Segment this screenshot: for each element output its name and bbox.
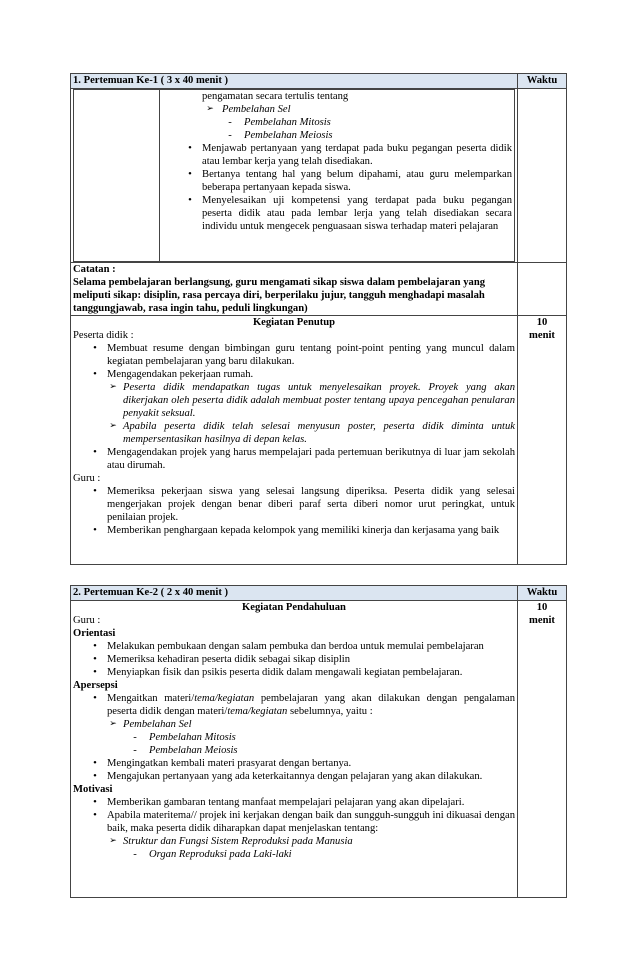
- list-item: [73, 848, 515, 861]
- list-item: [73, 692, 515, 718]
- list-item: [73, 731, 515, 744]
- list-item-text: Pembelahan Sel: [123, 719, 192, 730]
- text-part: Mengaitkan materi/: [107, 693, 195, 704]
- bullet-icon: •: [93, 771, 97, 782]
- dash-bullet-icon: -: [133, 849, 137, 860]
- inner-bullet: [160, 168, 512, 194]
- orientasi-heading: Orientasi: [73, 628, 116, 639]
- dash-bullet-icon: -: [228, 117, 232, 128]
- list-item: [73, 381, 515, 420]
- list-item: [73, 718, 515, 731]
- bullet-icon: •: [93, 343, 97, 354]
- list-item: [73, 342, 515, 368]
- inner-left-empty: [74, 90, 160, 262]
- bullet-icon: •: [93, 667, 97, 678]
- inner-subtopic: [160, 129, 512, 142]
- waktu-unit: menit: [529, 615, 555, 626]
- list-item: [73, 666, 515, 679]
- motivasi-heading: Motivasi: [73, 784, 113, 795]
- pendahuluan-title: Kegiatan Pendahuluan: [242, 602, 346, 613]
- inner-table: [73, 89, 515, 262]
- table-pertemuan-1: [70, 73, 567, 565]
- inner-subtopic-text: Pembelahan Mitosis: [244, 117, 331, 128]
- inner-bullet-text: Bertanya tentang hal yang belum dipahami, atau guru melemparkan beberapa pertanyaan kepada siswa.: [202, 169, 512, 193]
- text-part-italic: tema/kegiatan: [227, 706, 288, 717]
- table-1-header: 1. Pertemuan Ke-1 ( 3 x 40 menit ): [71, 74, 518, 89]
- list-item: [73, 835, 515, 848]
- waktu-value: 10: [536, 317, 548, 328]
- arrow-bullet-icon: ➢: [109, 382, 117, 392]
- list-item: [73, 796, 515, 809]
- waktu-header: Waktu: [518, 74, 567, 89]
- list-item: [73, 368, 515, 381]
- arrow-bullet-icon: ➢: [109, 421, 117, 431]
- list-item-text: Menyiapkan fisik dan psikis peserta didik dalam mengawali kegiatan pembelajaran.: [107, 667, 463, 678]
- list-item: [73, 485, 515, 524]
- waktu-value: 10: [536, 602, 548, 613]
- list-item: [73, 770, 515, 783]
- list-item-text: Apabila peserta didik telah selesai menyusun poster, peserta didik diminta untuk mempersentasikan hasilnya di depan kelas.: [123, 421, 515, 445]
- catatan-cell: [71, 263, 518, 316]
- list-item: [73, 446, 515, 472]
- list-item-text: Organ Reproduksi pada Laki-laki: [149, 849, 292, 860]
- dash-bullet-icon: -: [133, 732, 137, 743]
- waktu-empty: [518, 89, 567, 263]
- guru-label: Guru :: [73, 615, 101, 626]
- bullet-icon: •: [93, 810, 97, 821]
- inner-content: [160, 90, 515, 262]
- arrow-bullet-icon: ➢: [206, 104, 214, 114]
- list-item: [73, 653, 515, 666]
- inner-topic-text: Pembelahan Sel: [222, 104, 291, 115]
- catatan-text: Selama pembelajaran berlangsung, guru mengamati sikap siswa dalam pembelajaran yang meliputi sikap: disiplin, rasa percaya diri, berperilaku jujur, tangguh menghadapi masalah tanggungjawab, rasa ingin tahu, peduli lingkungan): [73, 277, 486, 314]
- dash-bullet-icon: -: [133, 745, 137, 756]
- list-item-text: Pembelahan Meiosis: [149, 745, 238, 756]
- bullet-icon: •: [93, 797, 97, 808]
- bullet-icon: •: [93, 641, 97, 652]
- bullet-icon: •: [93, 654, 97, 665]
- text-part-italic: tema/kegiatan: [194, 693, 255, 704]
- list-item: [73, 640, 515, 653]
- list-item-text: Memberikan penghargaan kepada kelompok yang memiliki kinerja dan kerjasama yang baik: [107, 525, 500, 536]
- arrow-bullet-icon: ➢: [109, 836, 117, 846]
- list-item-text: Mengagendakan pekerjaan rumah.: [107, 369, 254, 380]
- penutup-title: Kegiatan Penutup: [252, 317, 336, 328]
- list-item-text: Memberikan gambaran tentang manfaat mempelajari pelajaran yang akan dipelajari.: [107, 797, 465, 808]
- list-item: [73, 524, 515, 537]
- bullet-icon: •: [93, 525, 97, 536]
- peserta-label: Peserta didik :: [73, 330, 134, 341]
- pendahuluan-cell: [71, 601, 518, 898]
- bullet-icon: •: [188, 143, 192, 154]
- list-item: [73, 757, 515, 770]
- bullet-icon: •: [93, 758, 97, 769]
- inner-intro: pengamatan secara tertulis tentang: [202, 91, 349, 102]
- list-item-text: Pembelahan Mitosis: [149, 732, 236, 743]
- list-item-text: Apabila materitema// projek ini kerjakan dengan baik dan sungguh-sungguh ini dikuasai dengan baik, maka peserta didik diharapkan dapat menjelaskan tentang:: [107, 810, 515, 834]
- inner-bullet: [160, 194, 512, 233]
- text-part: sebelumnya, yaitu :: [287, 706, 373, 717]
- text-part: pembelajaran yang akan dilakukan dengan pengalaman peserta didik dengan materi/: [107, 693, 515, 717]
- inner-bullet-text: Menyelesaikan uji kompetensi yang terdapat pada buku pegangan peserta didik atau pada lembar lerja yang telah disediakan secara individu untuk mengecek penguasaan siswa terhadap materi pelajaran: [202, 195, 512, 232]
- list-item: [73, 809, 515, 835]
- arrow-bullet-icon: ➢: [109, 719, 117, 729]
- list-item-text: Memeriksa kehadiran peserta didik sebagai sikap disiplin: [107, 654, 350, 665]
- inner-bullet: [160, 142, 512, 168]
- waktu-unit: menit: [529, 330, 555, 341]
- pendahuluan-waktu: [518, 601, 567, 898]
- list-item-text: Struktur dan Fungsi Sistem Reproduksi pada Manusia: [123, 836, 353, 847]
- bullet-icon: •: [188, 195, 192, 206]
- table-pertemuan-2: [70, 585, 567, 898]
- list-item-text: Mengingatkan kembali materi prasyarat dengan bertanya.: [107, 758, 352, 769]
- list-item: [73, 744, 515, 757]
- list-item: [73, 420, 515, 446]
- bullet-icon: •: [93, 693, 97, 704]
- list-item-text: Peserta didik mendapatkan tugas untuk menyelesaikan proyek. Proyek yang akan dikerjakan oleh peserta didik adalah membuat poster tentang upaya pencegahan penularan penyakit seksual.: [123, 382, 515, 419]
- inner-bullet-text: Menjawab pertanyaan yang terdapat pada buku pegangan peserta didik atau lembar kerja yang telah disediakan.: [202, 143, 512, 167]
- guru-label: Guru :: [73, 473, 101, 484]
- table-2-header: 2. Pertemuan Ke-2 ( 2 x 40 menit ): [71, 586, 518, 601]
- inner-topic: [160, 103, 512, 116]
- list-item-text: Membuat resume dengan bimbingan guru tentang point-point penting yang muncul dalam kegiatan pembelajaran yang baru dilakukan.: [107, 343, 515, 367]
- list-item-text: Memeriksa pekerjaan siswa yang selesai langsung diperiksa. Peserta didik yang selesai mengerjakan projek dengan benar diberi paraf serta diberi nomor urut peringkat, untuk penilaian projek.: [107, 486, 515, 523]
- list-item-text: Melakukan pembukaan dengan salam pembuka dan berdoa untuk memulai pembelajaran: [107, 641, 484, 652]
- waktu-header: Waktu: [518, 586, 567, 601]
- bullet-icon: •: [93, 369, 97, 380]
- list-item-text: Mengagendakan projek yang harus mempelajari pada pertemuan berikutnya di luar jam sekolah atau dirumah.: [107, 447, 515, 471]
- inner-subtopic: [160, 116, 512, 129]
- dash-bullet-icon: -: [228, 130, 232, 141]
- penutup-waktu: [518, 316, 567, 565]
- list-item-text: Mengajukan pertanyaan yang ada keterkaitannya dengan pelajaran yang akan dilakukan.: [107, 771, 483, 782]
- bullet-icon: •: [188, 169, 192, 180]
- inner-cell: [71, 89, 518, 263]
- inner-subtopic-text: Pembelahan Meiosis: [244, 130, 333, 141]
- penutup-cell: [71, 316, 518, 565]
- bullet-icon: •: [93, 486, 97, 497]
- bullet-icon: •: [93, 447, 97, 458]
- apersepsi-heading: Apersepsi: [73, 680, 118, 691]
- catatan-waktu-empty: [518, 263, 567, 316]
- catatan-title: Catatan :: [73, 264, 116, 275]
